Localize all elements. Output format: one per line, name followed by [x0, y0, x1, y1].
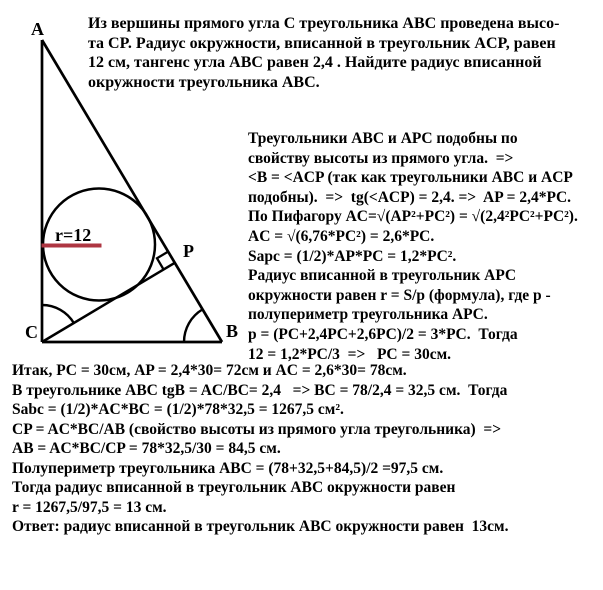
- text-line: окружности треугольника ABC.: [88, 73, 320, 91]
- text-line: Треугольники ABC и APC подобны по: [248, 130, 518, 147]
- text-line: AC = √(6,76*PC²) = 2,6*PC.: [248, 227, 435, 245]
- problem-statement: [88, 14, 578, 92]
- text-line: Итак, PC = 30см, AP = 2,4*30= 72см и AC = 2,6*30= 78см.: [12, 362, 407, 379]
- text-line: Тогда радиус вписанной в треугольник ABC окружности равен: [12, 479, 456, 496]
- text-line: окружности равен r = S/p (формула), где p -: [248, 286, 551, 304]
- text-line: Полупериметр треугольника ABC = (78+32,5+84,5)/2 =97,5 см.: [12, 459, 444, 477]
- text-line: В треугольнике ABC tgB = AC/BC= 2,4 => BC = 78/2,4 = 32,5 см. Тогда: [12, 381, 508, 399]
- text-line: свойству высоты из прямого угла. =>: [248, 149, 514, 167]
- text-line: Из вершины прямого угла С треугольника ABC проведена высо-: [88, 15, 560, 32]
- text-line: По Пифагору AC=√(AP²+PC²) = √(2,4²PC²+PC²).: [248, 208, 578, 226]
- vertex-label-a: A: [31, 19, 44, 39]
- height-cp: [42, 263, 175, 342]
- angle-arc-b: [184, 309, 203, 342]
- text-line: подобны). => tg(<ACP) = 2,4. => AP = 2,4*PC.: [248, 188, 572, 206]
- text-line: AB = AC*BC/CP = 78*32,5/30 = 84,5 см.: [12, 440, 281, 457]
- point-label-p: P: [183, 241, 194, 261]
- text-line: 12 = 1,2*PC/3 => PC = 30см.: [248, 345, 452, 363]
- text-line: Ответ: радиус вписанной в треугольник ABC окружности равен 13см.: [12, 518, 509, 535]
- text-line: та CP. Радиус окружности, вписанной в треугольник ACP, равен: [88, 34, 556, 52]
- vertex-label-b: B: [226, 321, 239, 341]
- text-line: p = (PC+2,4PC+2,6PC)/2 = 3*PC. Тогда: [248, 325, 518, 343]
- text-line: Sapc = (1/2)*AP*PC = 1,2*PC².: [248, 247, 457, 265]
- solution-final-block: [12, 361, 603, 537]
- text-line: Радиус вписанной в треугольник APC: [248, 267, 517, 285]
- text-line: 12 см, тангенс угла ABC равен 2,4 . Найдите радиус вписанной: [88, 54, 542, 71]
- vertex-label-c: C: [25, 322, 38, 342]
- solution-similarity-block: [248, 129, 603, 364]
- text-line: Sabc = (1/2)*AC*BC = (1/2)*78*32,5 = 1267,5 см².: [12, 401, 344, 418]
- radius-label: r=12: [55, 225, 92, 245]
- text-line: <B = <ACP (так как треугольники ABC и ACP: [248, 169, 573, 187]
- text-line: CP = AC*BC/AB (свойство высоты из прямого угла треугольника) =>: [12, 420, 502, 438]
- text-line: r = 1267,5/97,5 = 13 см.: [12, 498, 167, 516]
- angle-arc-c: [42, 305, 74, 323]
- text-line: полупериметр треугольника APC.: [248, 306, 488, 324]
